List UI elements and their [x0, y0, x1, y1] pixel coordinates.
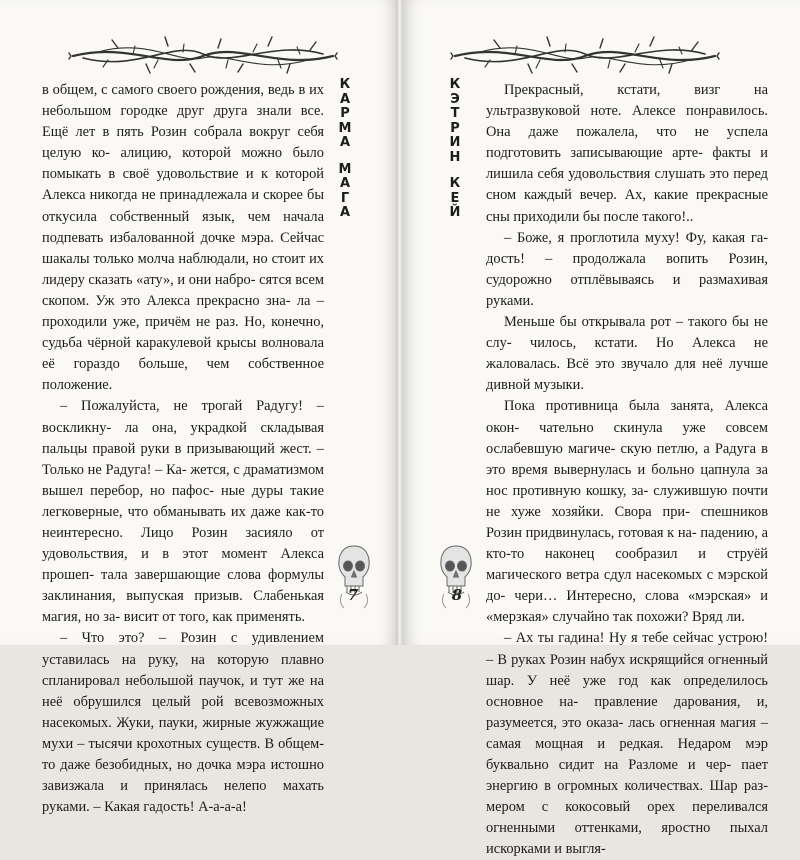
- left-paragraph-3: – Что это? – Розин с удивлением уставилась на руку, на которую плавно спланировал небольшой паучок, и тут же на неё обрушился целый рой всевозможных насекомых. Жуки, пауки, жирные жужжащие мухи – тысячи крохотных существ. В общем-то даже безобидных, но дочка мэра истошно завизжала и принялась нелепо махать руками. – Какая гадость! А-а-а-а!: [42, 630, 324, 816]
- left-page: [0, 0, 398, 816]
- running-title-book: К Э Т Р И Н К Е Й: [449, 77, 461, 220]
- thorn-ornament-right: [450, 34, 720, 78]
- left-page-text: [42, 80, 324, 818]
- right-paragraph-5: – Ах ты гадина! Ну я тебе сейчас устрою! – В руках Розин набух искрящийся огненный шар. У неё уже год как определилось основное на- правление дарования, и, разумеется, это оказа- лась огненная магия – самая мощная и редкая. Недаром мэр буквально сидит на Разломе и чер- пает энергию в огромных количествах. Шар раз- мером с кокосовый орех переливался огненными оттенками, яростно пыхал искорками и выгля-: [486, 630, 768, 858]
- right-paragraph-2: – Боже, я проглотила муху! Фу, какая га- дость! – продолжала вопить Розин, судорожно отплёвываясь и размахивая руками.: [486, 229, 768, 309]
- right-page-text: [486, 80, 768, 860]
- thorn-ornament-left: [68, 34, 338, 78]
- page-number-right: 8: [451, 586, 463, 604]
- left-paragraph-1: в общем, с самого своего рождения, ведь в их небольшом городке друг друга знали все. Ещё лет в пять Розин собрала вокруг себя целую ко- алицию, которой можно было помыкать в своё удовольствие и к которой Алекса никогда не принадлежала и скорее бы откусила собственный язык, чем начала подпевать избалованной дочке мэра. Сейчас шакалы только молча наблюдали, но стоит их лидеру сказать «ату», и они набро- сятся всем скопом. Уж это Алекса прекрасно зна- ла – проходили уже, причём не раз. Но, конечно, судьба чёрной каракулевой крысы волновала её гораздо больше, чем собственное положение.: [42, 82, 324, 394]
- right-paragraph-4: Пока противница была занята, Алекса окон- чательно скинула уже совсем ослабевшую магиче- скую петлю, а Радуга в это время вывернулась и больно цапнула за нос противную кошку, за- служившую почти не хуже хозяйки. Свора при- спешников Розин придвинулась, готовая к на- падению, а кто-то наконец сообразил и струёй магического ветра сдул насекомых с мэрской до- чери… Интересно, слова «мэрская» и «мерзкая» случайно так похожи? Вряд ли.: [486, 398, 769, 626]
- right-paragraph-1: Прекрасный, кстати, визг на ультразвуковой ноте. Алексе понравилось. Она даже пожалела, что не успела подготовить записывающие арте- факты и лишила себя удовольствия слушать это перед сном каждый вечер. Ах, какие прекрасные сны приходили бы после такого!..: [486, 82, 768, 225]
- left-paragraph-2: – Пожалуйста, не трогай Радугу! – воскликну- ла она, украдкой складывая пальцы правой руки в призывающий жест. – Только не Радуга! – Ка- жется, с драматизмом вышел перебор, но пафос- ные дуры такие легковерные, что обманывать их даже как-то неинтересно. Лицо Розин засияло от удовольствия, и в этот момент Алекса прошеп- тала завершающие слова формулы заклинания, выпуская призыв. Слабенькая магия, но за- висит от того, как применять.: [42, 398, 324, 626]
- right-paragraph-3: Меньше бы открывала рот – такого бы не слу- чилось, кстати. Но Алекса не жаловалась. Всё это звучало для неё лучше дивной музыки.: [486, 314, 768, 394]
- page-number-left: 7: [347, 586, 359, 604]
- right-page: [402, 0, 800, 858]
- running-title-author: К А Р М А М А Г А: [338, 77, 352, 220]
